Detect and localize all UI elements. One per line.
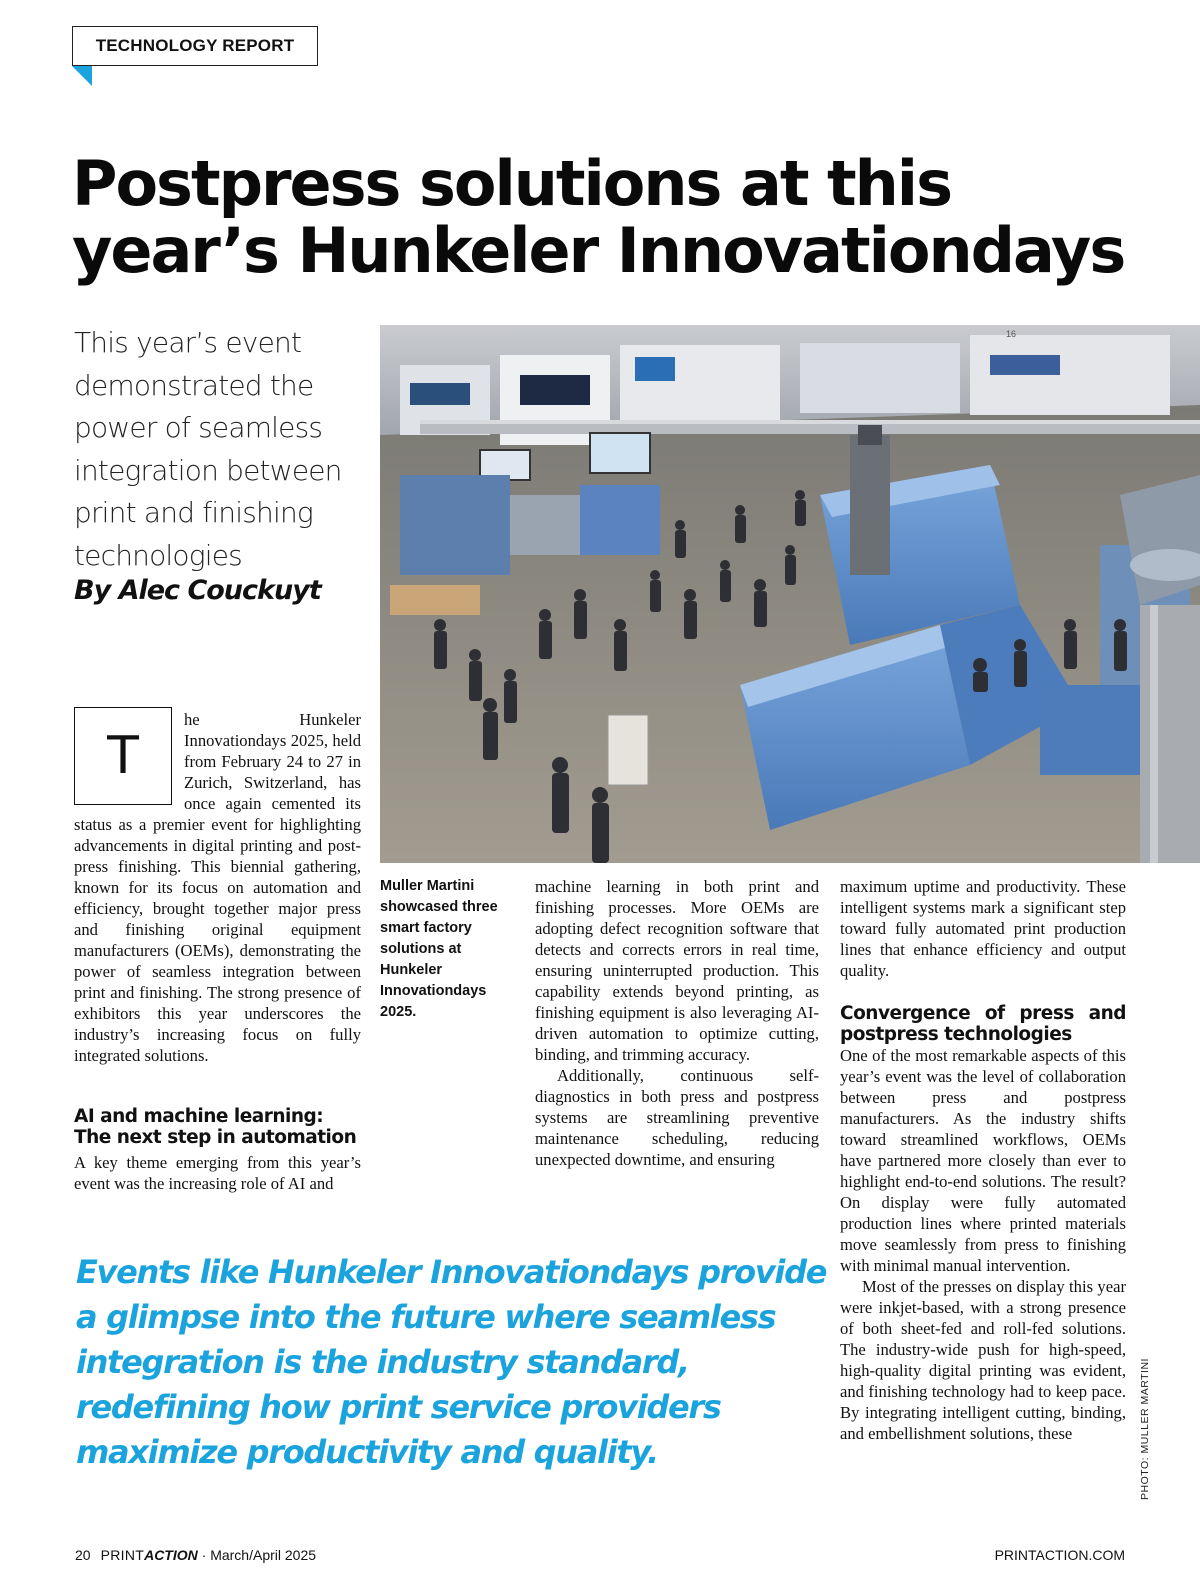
- body-column-2: [535, 876, 819, 1170]
- ai-paragraph-continued: machine learning in both print and finishing processes. More OEMs are adopting defect recognition software that detects and corrects errors in real time, ensuring uninterrupted production. This capability extends beyond printing, as finishing equipment is also leveraging AI-driven automation to optimize cutting, binding, and trimming accuracy.: [535, 877, 819, 1064]
- photo-caption: Muller Martini showcased three smart factory solutions at Hunkeler Innovationdays 2025.: [380, 878, 498, 1020]
- subhead-convergence: Convergence of press and postpress technologies: [840, 1003, 1126, 1045]
- ai-paragraph-start: A key theme emerging from this year’s event was the increasing role of AI and: [74, 1153, 361, 1193]
- svg-text:16: 16: [1006, 329, 1017, 339]
- section-label: TECHNOLOGY REPORT: [72, 26, 318, 66]
- intro-paragraph-flow: he Hunkeler Innovationdays 2025, held from February 24 to 27 in Zurich, Switzerland, has once again cemented its status as a premier event for highlighting advancements in digital printing and post-press finishing. This biennial gathering, known for its focus on automation and efficiency, brought together major press and finishing original equipment manufacturers (OEMs), demonstrating the power of seamless integration between print and finishing. The strong presence of exhibitors this year underscores the industry’s increasing focus on fully integrated solutions.: [74, 710, 361, 1065]
- headline: Postpress solutions at this year’s Hunkeler Innovationdays: [72, 147, 1125, 287]
- subhead-ai-block: [74, 1106, 361, 1148]
- drop-cap: T: [74, 707, 172, 805]
- body-column-1-ai: [74, 1152, 361, 1194]
- magazine-name-part1: PRINT: [100, 1547, 145, 1563]
- drop-cap-spacer: [74, 709, 184, 814]
- footer-folio: [75, 1547, 316, 1563]
- diagnostics-paragraph-continued: maximum uptime and productivity. These intelligent systems mark a significant step toward fully automated print production lines that enhance efficiency and output quality.: [840, 877, 1126, 980]
- body-column-1: [74, 709, 361, 1089]
- footer-website: PRINTACTION.COM: [994, 1547, 1125, 1563]
- pull-quote: Events like Hunkeler Innovationdays provide a glimpse into the future where seamless integration is the industry standard, redefining how print service providers maximize productivity and quality.: [76, 1253, 827, 1471]
- presses-paragraph: Most of the presses on display this year were inkjet-based, with a strong presence of both sheet-fed and roll-fed solutions. The industry-wide push for high-speed, high-quality digital printing was evident, and finishing technology had to keep pace. By integrating intelligent cutting, binding, and embellishment solutions, these: [840, 1277, 1126, 1443]
- page-number: 20: [75, 1547, 91, 1563]
- deck: This year’s event demonstrated the power of seamless integration between print and finishing technologies: [74, 326, 342, 572]
- byline: By Alec Couckuyt: [74, 575, 321, 606]
- convergence-paragraph: One of the most remarkable aspects of this year’s event was the level of collaboration between press and postpress manufacturers. As the industry shifts toward streamlined workflows, OEMs have partnered more closely than ever to highlight end-to-end solutions. The result? On display were fully automated production lines where printed materials move seamlessly from press to finishing with minimal manual intervention.: [840, 1046, 1126, 1275]
- issue-date: · March/April 2025: [197, 1547, 317, 1563]
- trade-show-photo: [380, 325, 1200, 863]
- body-column-3: [840, 876, 1126, 1444]
- section-label-corner-accent: [72, 66, 92, 86]
- photo-credit-text: PHOTO: MULLER MARTINI: [1139, 1358, 1151, 1500]
- photo-credit: [1139, 1350, 1155, 1500]
- diagnostics-paragraph: Additionally, continuous self-diagnostics in both press and postpress systems are streamlining preventive maintenance scheduling, reducing unexpected downtime, and ensuring: [535, 1066, 819, 1169]
- magazine-name-part2: ACTION: [144, 1547, 198, 1563]
- subhead-ai: AI and machine learning: The next step in automation: [74, 1106, 357, 1148]
